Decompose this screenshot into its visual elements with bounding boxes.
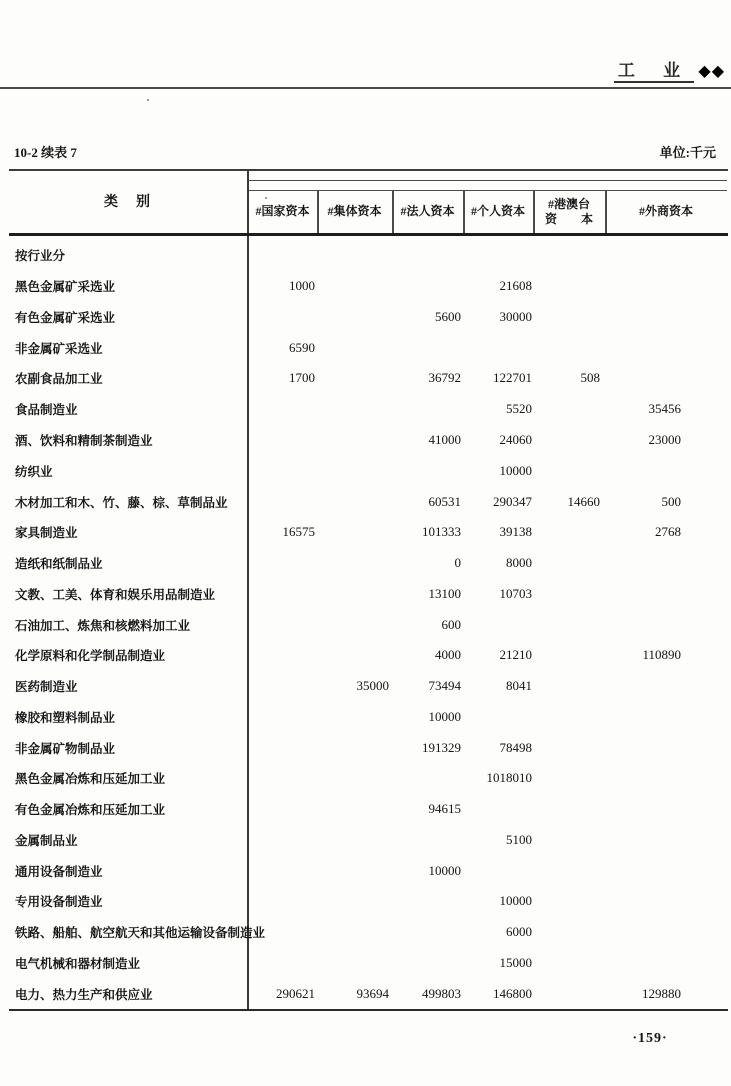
header-double-rule xyxy=(248,180,727,181)
table-row xyxy=(9,363,728,394)
table-number: 10-2 续表 7 xyxy=(14,145,77,160)
cell-hmt-capital: 508 xyxy=(580,370,600,386)
table-row xyxy=(9,732,728,763)
cell-legal-person-capital: 191329 xyxy=(422,739,461,755)
cell-legal-person-capital: 5600 xyxy=(435,308,461,324)
running-head xyxy=(614,56,725,81)
unit-label: 单位:千元 xyxy=(659,145,716,160)
column-header-personal-capital: #个人资本 xyxy=(470,204,525,218)
cell-personal-capital: 122701 xyxy=(493,370,532,386)
cell-personal-capital: 10000 xyxy=(499,893,532,909)
cell-legal-person-capital: 4000 xyxy=(435,647,461,663)
table-body xyxy=(9,240,728,1009)
row-label: 有色金属矿采选业 xyxy=(15,310,116,325)
diamond-icon: ◆◆ xyxy=(698,61,725,80)
cell-state-capital: 1700 xyxy=(289,370,315,386)
table-bottom-rule xyxy=(9,1009,728,1011)
row-label: 有色金属冶炼和压延加工业 xyxy=(15,803,166,818)
table-row xyxy=(9,886,728,917)
cell-legal-person-capital: 73494 xyxy=(428,678,461,694)
cell-legal-person-capital: 10000 xyxy=(428,708,461,724)
table-row xyxy=(9,640,728,671)
table-row xyxy=(9,978,728,1009)
table-row xyxy=(9,302,728,333)
table-row xyxy=(9,425,728,456)
cell-personal-capital: 290347 xyxy=(493,493,532,509)
column-header-hmt-capital xyxy=(533,190,605,233)
cell-state-capital: 6590 xyxy=(289,339,315,355)
row-label: 按行业分 xyxy=(15,249,66,264)
row-label: 电力、热力生产和供应业 xyxy=(15,987,153,1002)
table-row xyxy=(9,671,728,702)
table-row xyxy=(9,548,728,579)
masthead-rule xyxy=(0,87,731,89)
table-row xyxy=(9,855,728,886)
cell-foreign-capital: 23000 xyxy=(648,431,681,447)
row-label: 家具制造业 xyxy=(15,526,78,541)
table-row xyxy=(9,578,728,609)
cell-legal-person-capital: 0 xyxy=(454,555,461,571)
cell-legal-person-capital: 94615 xyxy=(428,801,461,817)
cell-personal-capital: 8000 xyxy=(506,555,532,571)
cell-state-capital: 1000 xyxy=(289,278,315,294)
row-label: 农副食品加工业 xyxy=(15,372,103,387)
cell-foreign-capital: 2768 xyxy=(655,524,681,540)
cell-foreign-capital: 35456 xyxy=(648,401,681,417)
row-label: 纺织业 xyxy=(15,464,53,479)
row-label: 黑色金属冶炼和压延加工业 xyxy=(15,772,166,787)
table-row xyxy=(9,517,728,548)
cell-legal-person-capital: 10000 xyxy=(428,862,461,878)
cell-state-capital: 290621 xyxy=(276,985,315,1001)
cell-personal-capital: 15000 xyxy=(499,954,532,970)
table-row xyxy=(9,394,728,425)
cell-personal-capital: 39138 xyxy=(499,524,532,540)
column-header-foreign-capital: #外商资本 xyxy=(638,204,693,218)
cell-personal-capital: 1018010 xyxy=(486,770,532,786)
running-head-title: 工 业 xyxy=(614,61,694,83)
cell-foreign-capital: 500 xyxy=(661,493,681,509)
cell-legal-person-capital: 101333 xyxy=(422,524,461,540)
table-row xyxy=(9,609,728,640)
cell-personal-capital: 5520 xyxy=(506,401,532,417)
cell-personal-capital: 5100 xyxy=(506,831,532,847)
row-label: 铁路、船舶、航空航天和其他运输设备制造业 xyxy=(15,926,266,941)
table-row xyxy=(9,486,728,517)
cell-legal-person-capital: 499803 xyxy=(422,985,461,1001)
row-label: 造纸和纸制品业 xyxy=(15,557,103,572)
scan-speck xyxy=(147,99,149,101)
column-header-collective-capital: #集体资本 xyxy=(327,204,382,218)
cell-personal-capital: 8041 xyxy=(506,678,532,694)
column-header-hmt-line2: 资 本 xyxy=(544,211,593,226)
row-label: 通用设备制造业 xyxy=(15,864,103,879)
row-label: 酒、饮料和精制茶制造业 xyxy=(15,433,153,448)
row-label: 金属制品业 xyxy=(15,833,78,848)
table-row xyxy=(9,701,728,732)
cell-legal-person-capital: 36792 xyxy=(428,370,461,386)
row-label: 石油加工、炼焦和核燃料加工业 xyxy=(15,618,191,633)
table-row xyxy=(9,763,728,794)
table-row xyxy=(9,794,728,825)
table-row xyxy=(9,917,728,948)
page-number: ·159· xyxy=(632,1031,668,1046)
cell-collective-capital: 93694 xyxy=(356,985,389,1001)
row-label: 化学原料和化学制品制造业 xyxy=(15,649,166,664)
row-label: 食品制造业 xyxy=(15,403,78,418)
header-bottom-rule xyxy=(9,233,728,236)
table-row xyxy=(9,271,728,302)
row-label: 非金属矿物制品业 xyxy=(15,741,116,756)
table-row xyxy=(9,332,728,363)
cell-legal-person-capital: 60531 xyxy=(428,493,461,509)
cell-personal-capital: 30000 xyxy=(499,308,532,324)
cell-foreign-capital: 129880 xyxy=(642,985,681,1001)
cell-collective-capital: 35000 xyxy=(356,678,389,694)
row-label: 专用设备制造业 xyxy=(15,895,103,910)
row-label: 非金属矿采选业 xyxy=(15,341,103,356)
cell-legal-person-capital: 41000 xyxy=(428,431,461,447)
row-label: 橡胶和塑料制品业 xyxy=(15,710,116,725)
cell-personal-capital: 21608 xyxy=(499,278,532,294)
cell-foreign-capital: 110890 xyxy=(642,647,681,663)
cell-personal-capital: 10000 xyxy=(499,462,532,478)
cell-state-capital: 16575 xyxy=(282,524,315,540)
cell-legal-person-capital: 13100 xyxy=(428,585,461,601)
cell-personal-capital: 21210 xyxy=(499,647,532,663)
cell-personal-capital: 78498 xyxy=(499,739,532,755)
cell-legal-person-capital: 600 xyxy=(441,616,461,632)
cell-personal-capital: 10703 xyxy=(499,585,532,601)
table-row xyxy=(9,455,728,486)
row-label: 黑色金属矿采选业 xyxy=(15,280,116,295)
cell-personal-capital: 24060 xyxy=(499,431,532,447)
cell-personal-capital: 146800 xyxy=(493,985,532,1001)
column-header-legal-person-capital: #法人资本 xyxy=(400,204,455,218)
column-header-state-capital: #国家资本 xyxy=(255,204,310,218)
cell-personal-capital: 6000 xyxy=(506,924,532,940)
table-row xyxy=(9,948,728,979)
cell-hmt-capital: 14660 xyxy=(567,493,600,509)
table-row xyxy=(9,825,728,856)
row-label: 木材加工和木、竹、藤、棕、草制品业 xyxy=(15,495,228,510)
column-header-hmt-line1: #港澳台 xyxy=(547,196,590,211)
stub-header: 类 别 xyxy=(104,195,152,210)
row-label: 电气机械和器材制造业 xyxy=(15,956,141,971)
row-label: 医药制造业 xyxy=(15,680,78,695)
row-label: 文教、工美、体育和娱乐用品制造业 xyxy=(15,587,216,602)
table-row xyxy=(9,240,728,271)
